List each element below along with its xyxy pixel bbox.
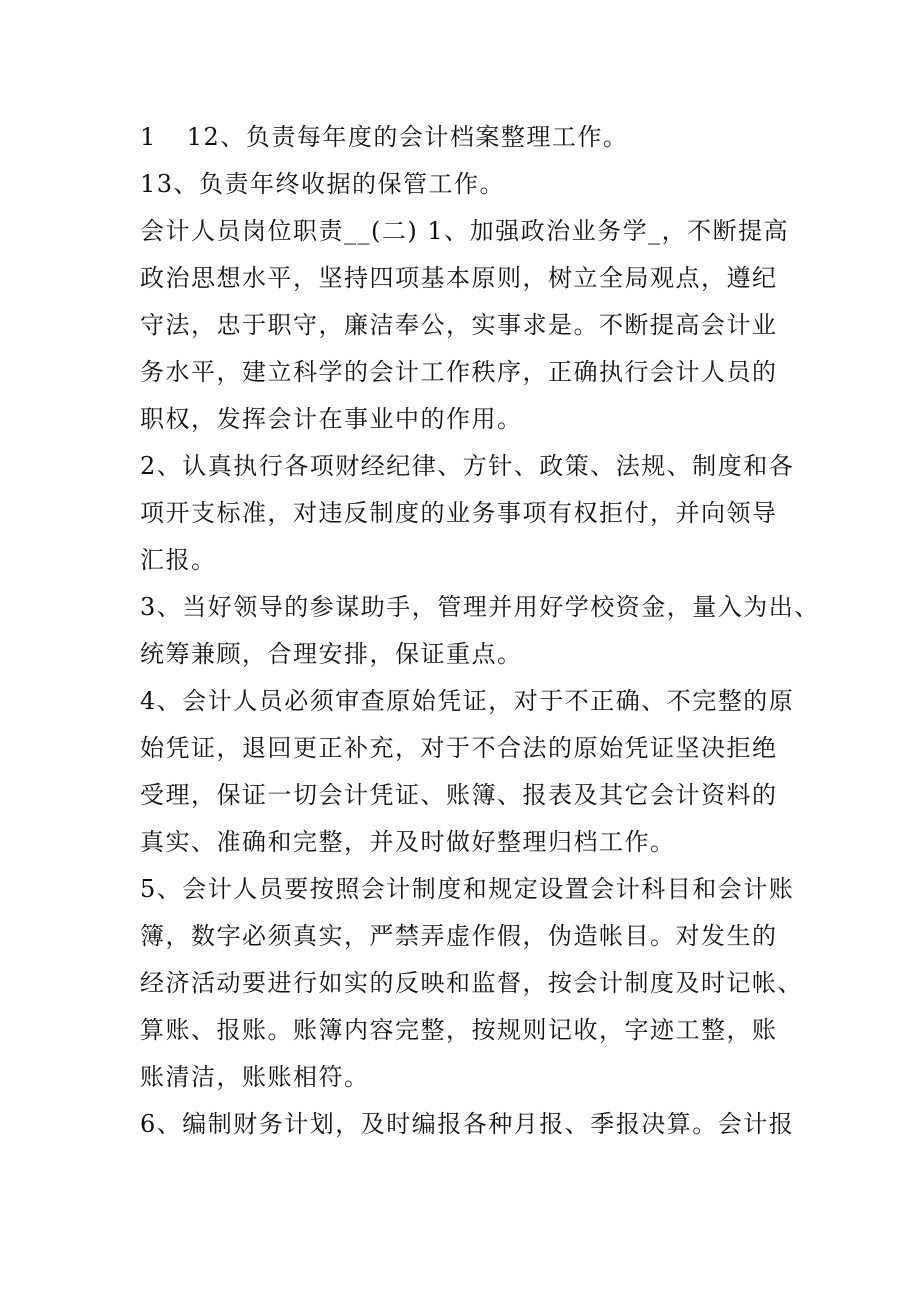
text-line: 项开支标准，对违反制度的业务事项有权拒付，并向领导 bbox=[140, 499, 778, 527]
text-line bbox=[140, 121, 628, 153]
text-line: 3、当好领导的参谋助手，管理并用好学校资金，量入为出、 bbox=[140, 593, 820, 621]
text-line: 2、认真执行各项财经纪律、方针、政策、法规、制度和各 bbox=[140, 452, 795, 480]
section-heading-line: 会计人员岗位职责__(二) 1、加强政治业务学_，不断提高 bbox=[140, 217, 790, 245]
text-line: 务水平，建立科学的会计工作秩序，正确执行会计人员的 bbox=[140, 358, 778, 386]
text-line: 真实、准确和完整，并及时做好整理归档工作。 bbox=[140, 828, 676, 856]
text-line: 始凭证，退回更正补充，对于不合法的原始凭证坚决拒绝 bbox=[140, 734, 778, 762]
text-line: 算账、报账。账簿内容完整，按规则记收，字迹工整，账 bbox=[140, 1016, 778, 1044]
text-line: 统筹兼顾，合理安排，保证重点。 bbox=[140, 640, 523, 668]
text-line: 簿，数字必须真实，严禁弄虚作假，伪造帐目。对发生的 bbox=[140, 922, 778, 950]
text-line: 政治思想水平，坚持四项基本原则，树立全局观点，遵纪 bbox=[140, 264, 778, 292]
text-line: 6、编制财务计划，及时编报各种月报、季报决算。会计报 bbox=[140, 1110, 795, 1138]
text-line: 汇报。 bbox=[140, 546, 217, 574]
item-12: 12、负责每年度的会计档案整理工作。 bbox=[186, 123, 629, 151]
text-line: 受理，保证一切会计凭证、账簿、报表及其它会计资料的 bbox=[140, 781, 778, 809]
text-line: 职权，发挥会计在事业中的作用。 bbox=[140, 405, 523, 433]
text-line: 5、会计人员要按照会计制度和规定设置会计科目和会计账 bbox=[140, 875, 795, 903]
page-marker: 1 bbox=[140, 123, 157, 151]
text-line: 13、负责年终收据的保管工作。 bbox=[140, 170, 506, 198]
text-line: 账清洁，账账相符。 bbox=[140, 1063, 370, 1091]
text-line: 守法，忠于职守，廉洁奉公，实事求是。不断提高会计业 bbox=[140, 311, 778, 339]
text-line: 经济活动要进行如实的反映和监督，按会计制度及时记帐、 bbox=[140, 969, 803, 997]
text-line: 4、会计人员必须审查原始凭证，对于不正确、不完整的原 bbox=[140, 687, 795, 715]
